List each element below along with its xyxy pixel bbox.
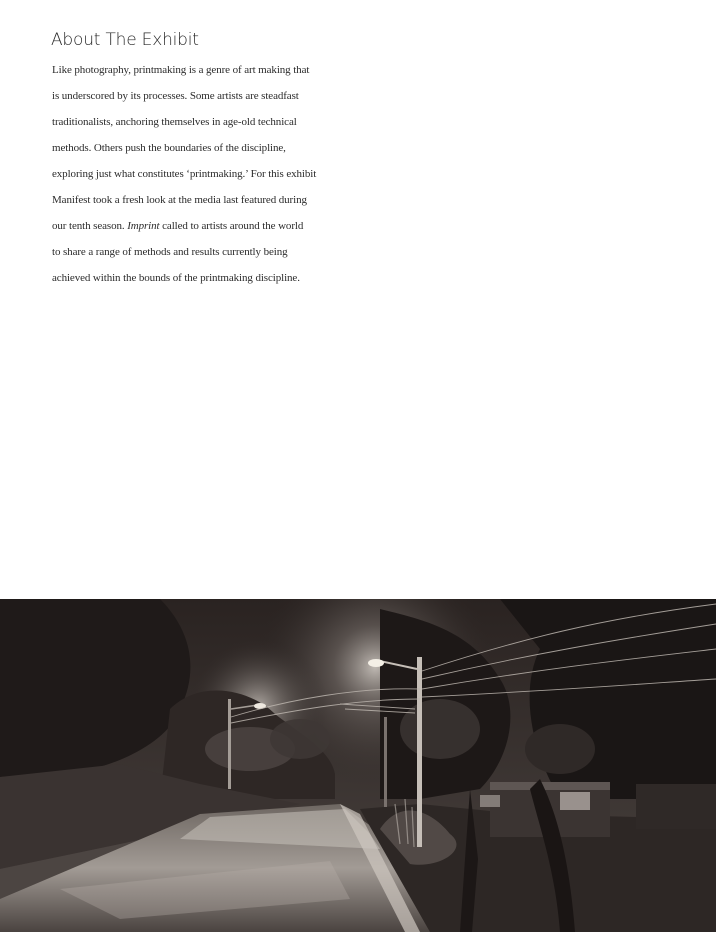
article-body xyxy=(52,61,352,295)
page-heading: About The Exhibit xyxy=(51,30,199,50)
body-line: Manifest took a fresh look at the media last featured during xyxy=(52,194,307,206)
body-line-start: our tenth season. xyxy=(52,220,128,232)
body-line: traditionalists, anchoring themselves in age-old technical xyxy=(52,116,297,128)
body-line: to share a range of methods and results currently being xyxy=(52,246,288,258)
body-line: achieved within the bounds of the printmaking discipline. xyxy=(52,272,300,284)
night-street-print-image xyxy=(0,599,716,932)
body-line: exploring just what constitutes ‘printmaking.’ For this exhibit xyxy=(52,168,317,180)
body-line: Like photography, printmaking is a genre of art making that xyxy=(52,64,310,76)
body-line: methods. Others push the boundaries of the discipline, xyxy=(52,142,286,154)
body-line: is underscored by its processes. Some artists are steadfast xyxy=(52,90,299,102)
body-line xyxy=(52,217,352,243)
body-line-end: called to artists around the world xyxy=(159,220,304,232)
print-illustration xyxy=(0,599,716,932)
exhibit-title-emphasis: Imprint xyxy=(127,220,160,232)
